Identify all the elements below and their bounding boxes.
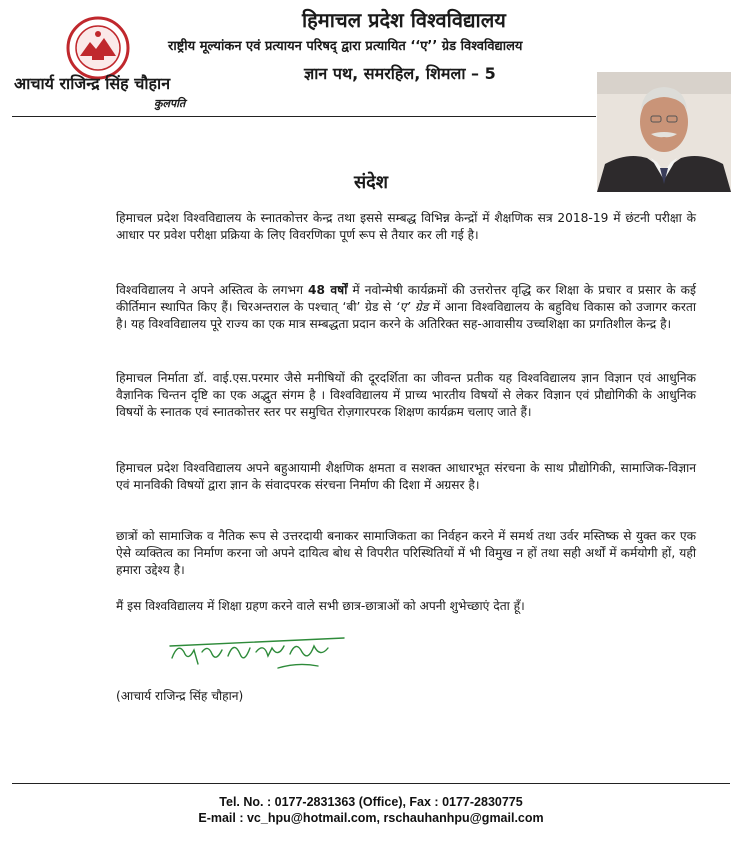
paragraph-2-text-c: में आना विश्वविद्यालय के बहुविध विकास को उजागर करता है। यह विश्वविद्यालय पूरे राज्य का एक मात्र सम्बद्धता प्रदान करने के अतिरिक्त सह-आवासीय उच्चशिक्षा का प्रगतिशील केन्द्र है।	[116, 300, 696, 331]
paragraph-2-italic-grade: ‘ए’ ग्रेड	[395, 300, 429, 314]
header-divider	[12, 116, 596, 117]
footer-email: E-mail : vc_hpu@hotmail.com, rschauhanhpu@gmail.com	[198, 811, 544, 825]
paragraph-4: हिमाचल प्रदेश विश्वविद्यालय अपने बहुआयामी शैक्षणिक क्षमता व सशक्त आधारभूत संरचना के साथ प्रौद्योगिकी, सामाजिक-विज्ञान एवं मानविकी विषयों द्वारा ज्ञान के संवादपरक संरचना निर्माण की दिशा में अग्रसर है।	[116, 461, 696, 492]
university-address: ज्ञान पथ, समरहिल, शिमला – 5	[304, 64, 496, 83]
vc-name: आचार्य राजिन्द्र सिंह चौहान	[14, 74, 171, 93]
paragraph-6: मैं इस विश्वविद्यालय में शिक्षा ग्रहण करने वाले सभी छात्र-छात्राओं को अपनी शुभेच्छाएं देता हूँ।	[116, 599, 525, 613]
accreditation-line: राष्ट्रीय मूल्यांकन एवं प्रत्यायन परिषद् द्वारा प्रत्यायित ‘‘ए’’ ग्रेड विश्वविद्यालय	[168, 39, 523, 54]
paragraph-2-text-a: विश्वविद्यालय ने अपने अस्तित्व के लगभग	[116, 283, 309, 297]
paragraph-2-text-b: में नवोन्मेषी कार्यक्रमों की उत्तरोत्तर वृद्धि कर शिक्षा के प्रचार व प्रसार के कई कीर्तिमान स्थापित किए हैं। चिरअन्तराल के पश्चात् ‘बी’ ग्रेड से	[116, 283, 697, 314]
vc-designation: कुलपति	[154, 97, 186, 110]
paragraph-3: हिमाचल निर्माता डॉ. वाई.एस.परमार जैसे मनीषियों की दूरदर्शिता का जीवन्त प्रतीक यह विश्वविद्यालय ज्ञान विज्ञान एवं आधुनिक वैज्ञानिक चिन्तन दृष्टि का एक अद्भुत संगम है । विश्वविद्यालय में प्राच्य भारतीय विषयों से लेकर विज्ञान एवं प्रौद्योगिकी के आधुनिक विषयों के स्नातक एवं स्नातकोत्तर स्तर पर समुचित रोज़गारपरक शिक्षण कार्यक्रम चलाए जाते हैं।	[116, 371, 696, 419]
handwritten-signature	[168, 628, 348, 674]
footer-telephone: Tel. No. : 0177-2831363 (Office), Fax : 0177-2830775	[219, 795, 523, 809]
university-name: हिमाचल प्रदेश विश्वविद्यालय	[302, 8, 506, 32]
paragraph-5: छात्रों को सामाजिक व नैतिक रूप से उत्तरदायी बनाकर सामाजिकता का निर्वहन करने में समर्थ तथा उर्वर मस्तिष्क से युक्त कर एक ऐसे व्यक्तित्व का निर्माण करना जो अपने दायित्व बोध से विपरीत परिस्थितियों में भी विमुख न हों तथा सही अर्थों में कर्मयोगी हों, यही हमारा उद्देश्य है।	[116, 529, 696, 577]
letter-heading: संदेश	[354, 172, 388, 193]
university-seal-logo	[66, 16, 130, 80]
signatory-name: (आचार्य राजिन्द्र सिंह चौहान)	[116, 689, 244, 703]
footer-divider	[12, 783, 730, 784]
paragraph-2-bold-years: 48 वर्षों	[308, 283, 348, 297]
paragraph-2	[116, 282, 696, 333]
paragraph-1: हिमाचल प्रदेश विश्वविद्यालय के स्नातकोत्तर केन्द्र तथा इससे सम्बद्ध विभिन्न केन्द्रों में शैक्षणिक सत्र 2018-19 में छंटनी परीक्षा के आधार पर प्रवेश परीक्षा प्रक्रिया के लिए विवरणिका पूर्ण रूप से तैयार कर ली गई है।	[116, 211, 696, 242]
